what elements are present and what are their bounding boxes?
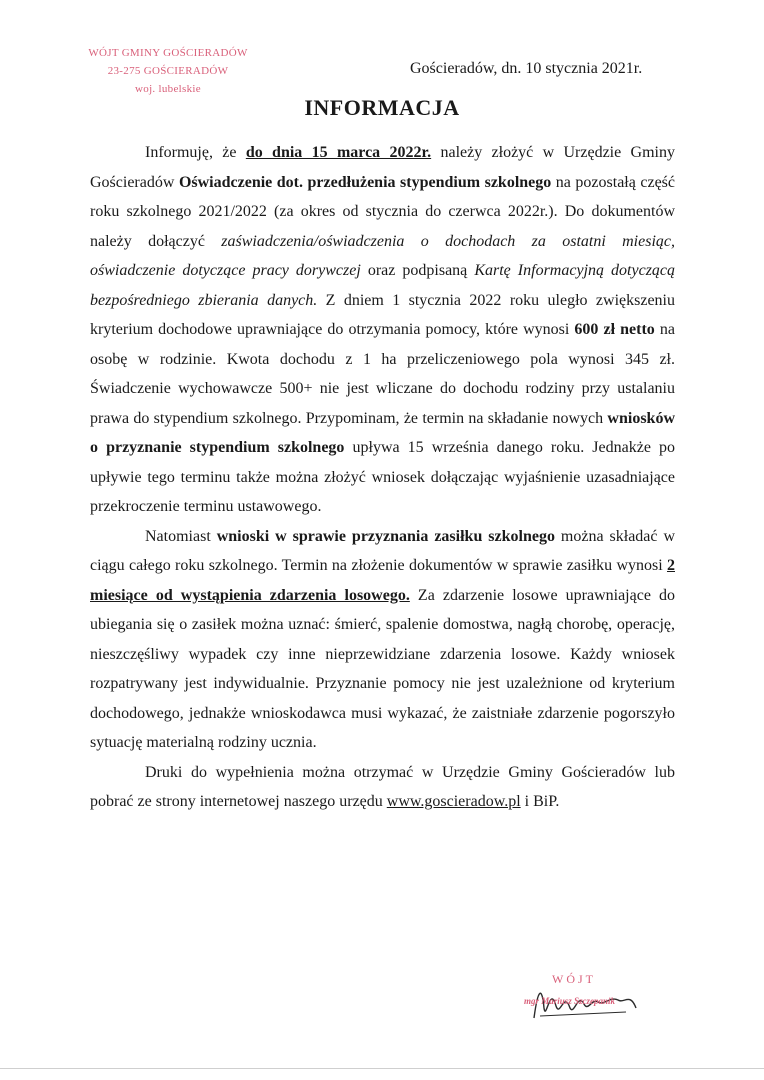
p1-text-1: Informuję, że [145, 144, 246, 161]
paragraph-allowance [90, 522, 675, 758]
p2-text-3: Za zdarzenie losowe uprawniające do ubiegania się o zasiłek można uznać: śmierć, spalenie domostwa, nagłą chorobę, operację, nieszczęśliwy wypadek czy inne nieprzewidziane zdarzenia losowe. Każdy wniosek rozpatrywany jest indywidualnie. Przyznanie pomocy nie jest uzależnione od kryterium dochodowego, jednakże wnioskodawca musi wykazać, że zaistniałe zdarzenie pogorszyło sytuację materialną rodziny ucznia. [90, 586, 675, 751]
website-link[interactable]: www.goscieradow.pl [386, 793, 521, 810]
stamp-line-3: woj. lubelskie [135, 83, 201, 95]
p1-text-5: Z dniem 1 stycznia 2022 roku uległo zwiększeniu kryterium dochodowe uprawniające do otrzymania pomocy, które wynosi [90, 291, 676, 338]
official-stamp [78, 44, 258, 98]
p2-text-2: można składać w ciągu całego roku szkolnego. Termin na złożenie dokumentów w sprawie zasiłku wynosi [90, 527, 676, 574]
income-criterion: 600 zł netto [574, 321, 655, 338]
paragraph-scholarship [90, 138, 675, 522]
declaration-name: Oświadczenie dot. przedłużenia stypendium szkolnego [178, 173, 552, 191]
p3-text-2: i BiP. [520, 793, 560, 810]
information-card: Kartę Informacyjną dotyczącą bezpośredniego zbierania danych. [90, 262, 676, 309]
stamp-line-1: WÓJT GMINY GOŚCIERADÓW [88, 47, 248, 59]
stamp-line-2: 23-275 GOŚCIERADÓW [107, 65, 229, 77]
p2-text-1: Natomiast [145, 527, 217, 545]
signature-title: WÓJT [552, 972, 596, 986]
p1-text-4: oraz podpisaną [360, 262, 475, 279]
p1-text-7: upływa 15 września danego roku. Jednakże po upływie tego terminu także można złożyć wniosek dołączając wyjaśnienie uzasadniające przekroczenie terminu ustawowego. [90, 439, 675, 515]
allowance-applications: wnioski w sprawie przyznania zasiłku szkolnego [216, 527, 555, 545]
required-documents: zaświadczenia/oświadczenia o dochodach za ostatni miesiąc, oświadczenie dotyczące pracy dorywczej [90, 232, 675, 279]
document-body [90, 138, 675, 817]
p1-text-3: na pozostałą część roku szkolnego 2021/2022 (za okres od stycznia do czerwca 2022r.). Do dokumentów należy dołączyć [90, 173, 675, 250]
deadline-date: do dnia 15 marca 2022r. [245, 144, 432, 161]
p1-text-6: na osobę w rodzinie. Kwota dochodu z 1 ha przeliczeniowego pola wynosi 345 zł. Świadczenie wychowawcze 500+ nie jest wliczane do dochodu rodziny przy ustalaniu prawa do stypendium szkolnego. Przypominam, że termin na składanie nowych [90, 321, 676, 427]
p1-text-2: należy złożyć w Urzędzie Gminy Gościeradów [90, 144, 675, 191]
signature-block [510, 972, 660, 1042]
paragraph-forms [90, 758, 675, 817]
p3-text-1: Druki do wypełnienia można otrzymać w Urzędzie Gminy Gościeradów lub pobrać ze strony internetowej naszego urzędu [90, 763, 675, 810]
allowance-deadline: 2 miesiące od wystąpienia zdarzenia losowego. [90, 557, 675, 604]
place-and-date: Gościeradów, dn. 10 stycznia 2021r. [410, 60, 643, 77]
document-title: INFORMACJA [304, 95, 460, 120]
page-edge-divider [0, 1068, 764, 1069]
scholarship-applications: wniosków o przyznanie stypendium szkolnego [90, 409, 675, 456]
signature-name: mgr Mariusz Szczepanik [524, 996, 616, 1006]
